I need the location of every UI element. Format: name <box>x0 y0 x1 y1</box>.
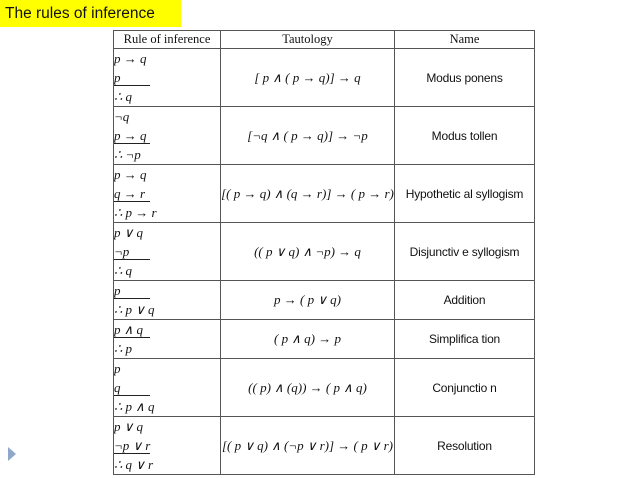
rule-name-cell: Disjunctiv e syllogism <box>395 223 535 281</box>
rule-line <box>114 359 220 378</box>
rule-line <box>114 320 220 339</box>
rule-line <box>114 126 220 145</box>
header-name: Name <box>395 31 535 49</box>
rule-line <box>114 203 220 222</box>
rule-line-text: ¬q <box>114 109 130 124</box>
table-row <box>114 223 535 281</box>
rule-line-text: ∴ p <box>114 341 133 356</box>
rule-line-text: ∴ q ∨ r <box>114 457 154 472</box>
rule-line-text: ∴ p ∨ q <box>114 302 155 317</box>
tautology-cell: (( p ∨ q) ∧ ¬p) → q <box>221 223 395 281</box>
rule-line-text: q <box>114 381 150 396</box>
rule-line-text: ∴ ¬p <box>114 147 141 162</box>
rule-line-text: ¬p ∨ r <box>114 438 151 453</box>
rule-line-text: p → q <box>114 51 147 66</box>
table-row <box>114 107 535 165</box>
table-header-row <box>114 31 535 49</box>
rule-line-text: p <box>114 71 150 86</box>
rule-line <box>114 145 220 164</box>
tautology-cell: [ p ∧ ( p → q)] → q <box>221 49 395 107</box>
rule-line-text: ∴ q <box>114 263 133 278</box>
rule-line-text: p <box>114 361 121 376</box>
rule-cell <box>114 359 221 417</box>
rule-name-cell: Conjunctio n <box>395 359 535 417</box>
table-row <box>114 417 535 475</box>
tautology-cell: [( p ∨ q) ∧ (¬p ∨ r)] → ( p ∨ r) <box>221 417 395 475</box>
rule-line-text: p ∧ q <box>114 323 150 338</box>
tautology-cell: [( p → q) ∧ (q → r)] → ( p → r) <box>221 165 395 223</box>
table-row <box>114 165 535 223</box>
rule-cell <box>114 281 221 320</box>
rule-name-cell: Modus ponens <box>395 49 535 107</box>
rule-cell <box>114 223 221 281</box>
rule-line-text: p ∨ q <box>114 225 144 240</box>
rule-line <box>114 436 220 455</box>
rule-line-text: p ∨ q <box>114 419 144 434</box>
rule-line <box>114 455 220 474</box>
rule-cell <box>114 417 221 475</box>
header-rule: Rule of inference <box>114 31 221 49</box>
rule-cell <box>114 320 221 359</box>
rule-line <box>114 339 220 358</box>
rule-line-text: q → r <box>114 187 150 202</box>
inference-rules-table <box>113 30 535 475</box>
slide-title: The rules of inference <box>0 0 181 27</box>
rule-line <box>114 417 220 436</box>
rule-line-text: p → q <box>114 167 147 182</box>
rule-line-text: ¬p <box>114 245 150 260</box>
rule-line <box>114 242 220 261</box>
rule-line-text: ∴ p → r <box>114 205 157 220</box>
rule-line <box>114 281 220 300</box>
rule-line <box>114 165 220 184</box>
rule-line-text: ∴ p ∧ q <box>114 399 155 414</box>
rule-line <box>114 49 220 68</box>
tautology-cell: ( p ∧ q) → p <box>221 320 395 359</box>
table-row <box>114 281 535 320</box>
rule-line <box>114 107 220 126</box>
tautology-cell: p → ( p ∨ q) <box>221 281 395 320</box>
rule-cell <box>114 165 221 223</box>
rule-line <box>114 397 220 416</box>
header-tautology: Tautology <box>221 31 395 49</box>
tautology-cell: [¬q ∧ ( p → q)] → ¬p <box>221 107 395 165</box>
rule-line <box>114 184 220 203</box>
rule-line <box>114 300 220 319</box>
rule-line <box>114 261 220 280</box>
rule-cell <box>114 107 221 165</box>
tautology-cell: (( p) ∧ (q)) → ( p ∧ q) <box>221 359 395 417</box>
triangle-right-icon[interactable] <box>8 447 16 461</box>
rule-line-text: p → q <box>114 129 150 144</box>
table-row <box>114 49 535 107</box>
rule-line <box>114 68 220 87</box>
table-row <box>114 359 535 417</box>
rule-line <box>114 378 220 397</box>
rule-cell <box>114 49 221 107</box>
rule-line-text: p <box>114 284 150 299</box>
rule-line <box>114 87 220 106</box>
table-row <box>114 320 535 359</box>
rule-name-cell: Hypothetic al syllogism <box>395 165 535 223</box>
rule-name-cell: Addition <box>395 281 535 320</box>
rule-name-cell: Resolution <box>395 417 535 475</box>
rule-line-text: ∴ q <box>114 89 133 104</box>
rule-name-cell: Simplifica tion <box>395 320 535 359</box>
rule-name-cell: Modus tollen <box>395 107 535 165</box>
rule-line <box>114 223 220 242</box>
